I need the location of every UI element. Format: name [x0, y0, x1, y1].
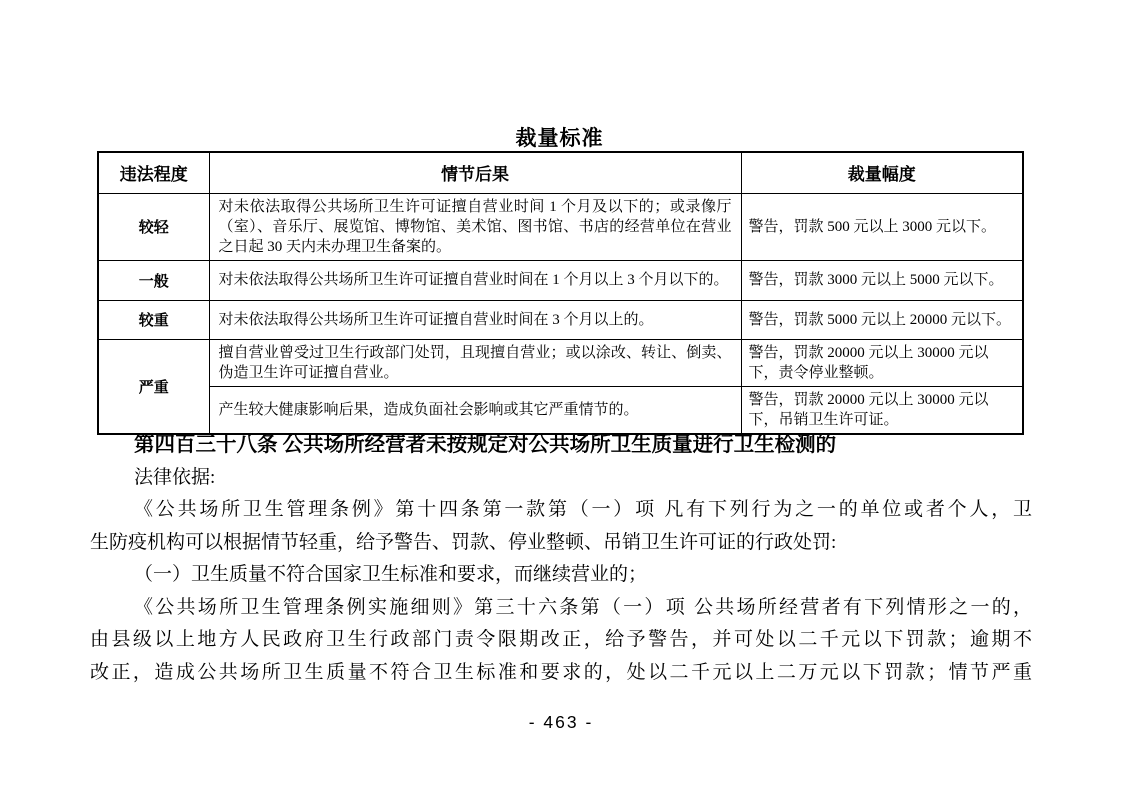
discretion-table	[97, 151, 1024, 435]
legal-text-line: 《公共场所卫生管理条例实施细则》第三十六条第（一）项 公共场所经营者有下列情形之一的，	[134, 596, 1032, 618]
legal-basis-label: 法律依据:	[134, 466, 216, 488]
penalty-cell: 警告，罚款 20000 元以上 30000 元以下，责令停业整顿。	[741, 339, 1023, 386]
circumstance-cell: 对未依法取得公共场所卫生许可证擅自营业时间 1 个月及以下的；或录像厅（室）、音乐厅、展览馆、博物馆、美术馆、图书馆、书店的经营单位在营业之日起 30 天内未办理卫生备案的。	[209, 193, 741, 260]
penalty-cell: 警告，罚款 5000 元以上 20000 元以下。	[741, 300, 1023, 339]
table-title: 裁量标准	[515, 127, 604, 150]
table-row	[98, 193, 1023, 260]
legal-text-line: 改正，造成公共场所卫生质量不符合卫生标准和要求的，处以二千元以上二万元以下罚款；情节严重	[90, 661, 1032, 683]
table-row	[98, 339, 1023, 386]
legal-text-line: （一）卫生质量不符合国家卫生标准和要求，而继续营业的；	[134, 564, 648, 585]
article-heading: 第四百三十八条 公共场所经营者未按规定对公共场所卫生质量进行卫生检测的	[134, 434, 837, 456]
legal-text-line: 《公共场所卫生管理条例》第十四条第一款第（一）项 凡有下列行为之一的单位或者个人，卫	[134, 499, 1032, 520]
penalty-cell: 警告，罚款 3000 元以上 5000 元以下。	[741, 260, 1023, 300]
circumstance-cell: 对未依法取得公共场所卫生许可证擅自营业时间在 1 个月以上 3 个月以下的。	[209, 260, 741, 300]
col-header-circumstance: 情节后果	[209, 152, 741, 193]
page-number: - 463 -	[528, 712, 594, 732]
violation-level-cell: 较轻	[98, 193, 209, 260]
violation-level-cell: 较重	[98, 300, 209, 339]
col-header-violation-level: 违法程度	[98, 152, 209, 193]
violation-level-cell: 一般	[98, 260, 209, 300]
table-header-row	[98, 152, 1023, 193]
table-row	[98, 386, 1023, 434]
table-row	[98, 260, 1023, 300]
table-row	[98, 300, 1023, 339]
circumstance-cell: 产生较大健康影响后果，造成负面社会影响或其它严重情节的。	[209, 386, 741, 434]
legal-text-line: 生防疫机构可以根据情节轻重，给予警告、罚款、停业整顿、吊销卫生许可证的行政处罚:	[90, 531, 837, 553]
penalty-cell: 警告，罚款 20000 元以上 30000 元以下，吊销卫生许可证。	[741, 386, 1023, 434]
penalty-cell: 警告，罚款 500 元以上 3000 元以下。	[741, 193, 1023, 260]
violation-level-cell: 严重	[98, 339, 209, 434]
circumstance-cell: 对未依法取得公共场所卫生许可证擅自营业时间在 3 个月以上的。	[209, 300, 741, 339]
legal-text-block	[90, 429, 1032, 689]
circumstance-cell: 擅自营业曾受过卫生行政部门处罚，且现擅自营业；或以涂改、转让、倒卖、伪造卫生许可证擅自营业。	[209, 339, 741, 386]
legal-text-line: 由县级以上地方人民政府卫生行政部门责令限期改正，给予警告，并可处以二千元以下罚款；逾期不	[90, 629, 1032, 650]
col-header-discretion-range: 裁量幅度	[741, 152, 1023, 193]
